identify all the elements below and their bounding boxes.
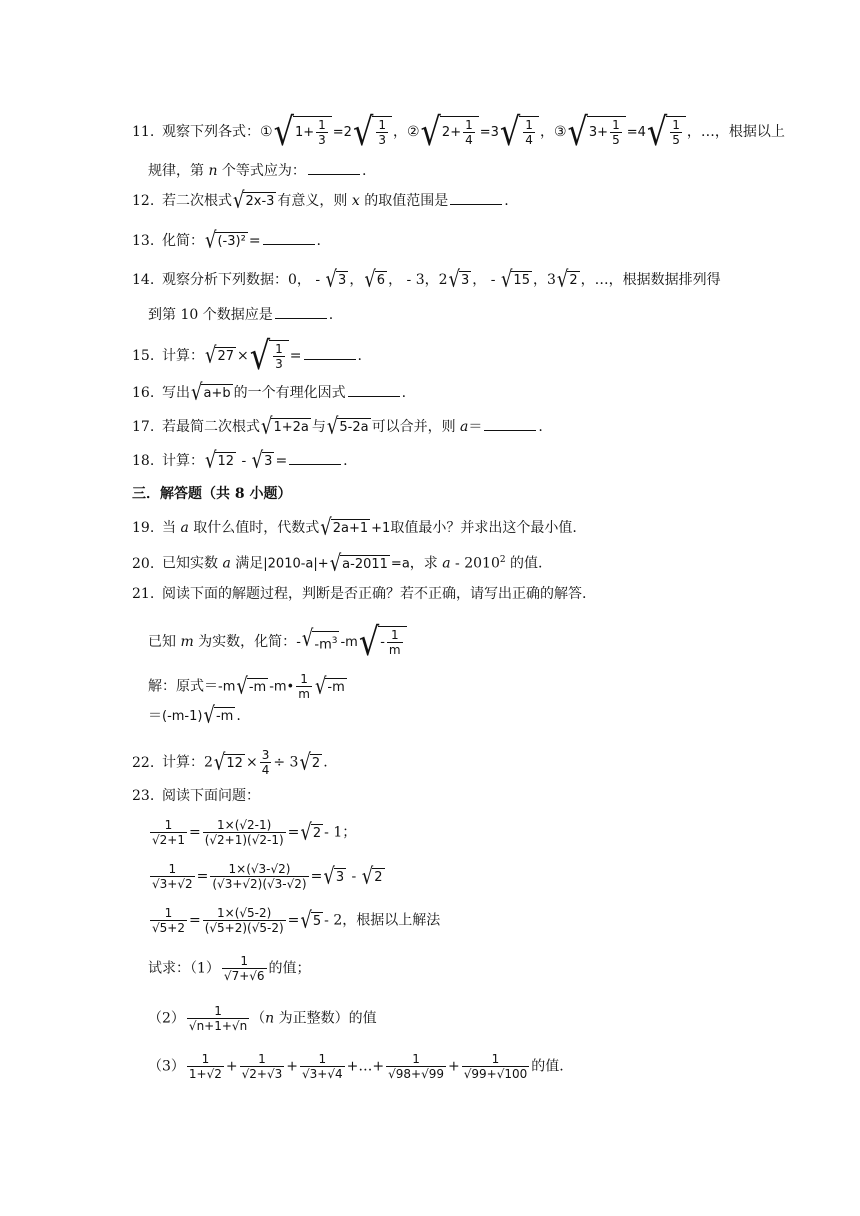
answer-blank	[275, 304, 327, 319]
question-11-cont: 规律，第 n 个等式应为： .	[148, 160, 366, 181]
answer-blank	[450, 190, 502, 205]
question-11: 11. 观察下列各式：① √ 1+ $\frac{1}{3}$ =2 √ $\frac{1}{3}$ ，② √ 2+ $\frac{1}{4}$ =3 √ $\frac{1}{4}$ ，③ √ 3+ $\frac{1}{5}$ =4 √ $\frac{1}{5}$ ，…，根据以上	[132, 109, 785, 155]
question-14-cont: 到第 10 个数据应是 .	[148, 304, 333, 325]
question-12: 12. 若二次根式 √ 2x-3 有意义，则 x 的取值范围是 .	[132, 187, 509, 214]
example-2: $\frac{1}{√3+√2}$ = $\frac{1\times(√3-√2)}{(√3+√2)(√3-√2)}$ = √ 3 - √ 2	[152, 862, 383, 891]
question-22: 22. 计算：2 √ 12 × $\frac{3}{4}$ ÷ 3 √ 2 .	[132, 748, 328, 777]
example-3: $\frac{1}{√5+2}$ = $\frac{1\times(√5-2)}{(√5+2)(√5-2)}$ = √ 5 - 2，根据以上解法	[152, 906, 441, 935]
answer-blank	[289, 450, 341, 465]
answer-blank	[308, 160, 360, 175]
example-1: $\frac{1}{√2+1}$ = $\frac{1\times(√2-1)}{(√2+1)(√2-1)}$ = √ 2 - 1；	[152, 818, 357, 847]
task-2: （2） $\frac{1}{√n+1+√n}$ （n 为正整数）的值	[148, 1004, 377, 1033]
question-21-solution: 解：原式＝-m √ -m -m• $\frac{1}{m}$ √ -m	[148, 672, 345, 701]
question-19: 19. 当 a 取什么值时，代数式 √ 2a+1 +1取值最小？并求出这个最小值.	[132, 514, 577, 541]
question-15: 15. 计算： √ 27 × √ $\frac{1}{3}$ = .	[132, 333, 362, 379]
question-14: 14. 观察分析下列数据：0， - √ 3 ， √ 6 ， - 3，2 √ 3 ， - √ 15 ，3 √ 2 ，…，根据数据排列得	[132, 266, 721, 293]
task-3: （3） $\frac{1}{1+√2}$ + $\frac{1}{√2+√3}$ + $\frac{1}{√3+√4}$ +…+ $\frac{1}{√98+√99}$ + $\frac{1}{√99+√100}$ 的值.	[148, 1052, 564, 1081]
radical: √ 1+ $\frac{1}{3}$	[274, 116, 332, 148]
answer-blank	[304, 345, 356, 360]
question-23: 23. 阅读下面问题：	[132, 788, 260, 804]
answer-blank	[348, 382, 400, 397]
question-16: 16. 写出 √ a+b 的一个有理化因式 .	[132, 379, 407, 406]
question-21-given: 已知 m 为实数，化简：- √ $-m^3$ -m √ - $\frac{1}{m}$	[148, 626, 408, 658]
question-18: 18. 计算： √ 12 - √ 3 = .	[132, 447, 348, 474]
answer-blank	[484, 416, 536, 431]
answer-blank	[263, 230, 315, 245]
section-heading: 三．解答题（共 8 小题）	[132, 486, 292, 502]
question-17: 17. 若最简二次根式 √ 1+2a 与 √ 5-2a 可以合并，则 a＝ .	[132, 413, 543, 440]
question-21-result: ＝(-m-1) √ -m .	[148, 702, 241, 729]
question-13: 13. 化简： √ (-3)² = .	[132, 227, 321, 254]
question-21: 21. 阅读下面的解题过程，判断是否正确？若不正确，请写出正确的解答.	[132, 586, 587, 602]
task-1: 试求：（1） $\frac{1}{√7+√6}$ 的值；	[148, 954, 311, 983]
question-20: 20. 已知实数 a 满足|2010-a|+ √ a-2011 =a，求 a - 2010$^2$ 的值.	[132, 549, 543, 577]
